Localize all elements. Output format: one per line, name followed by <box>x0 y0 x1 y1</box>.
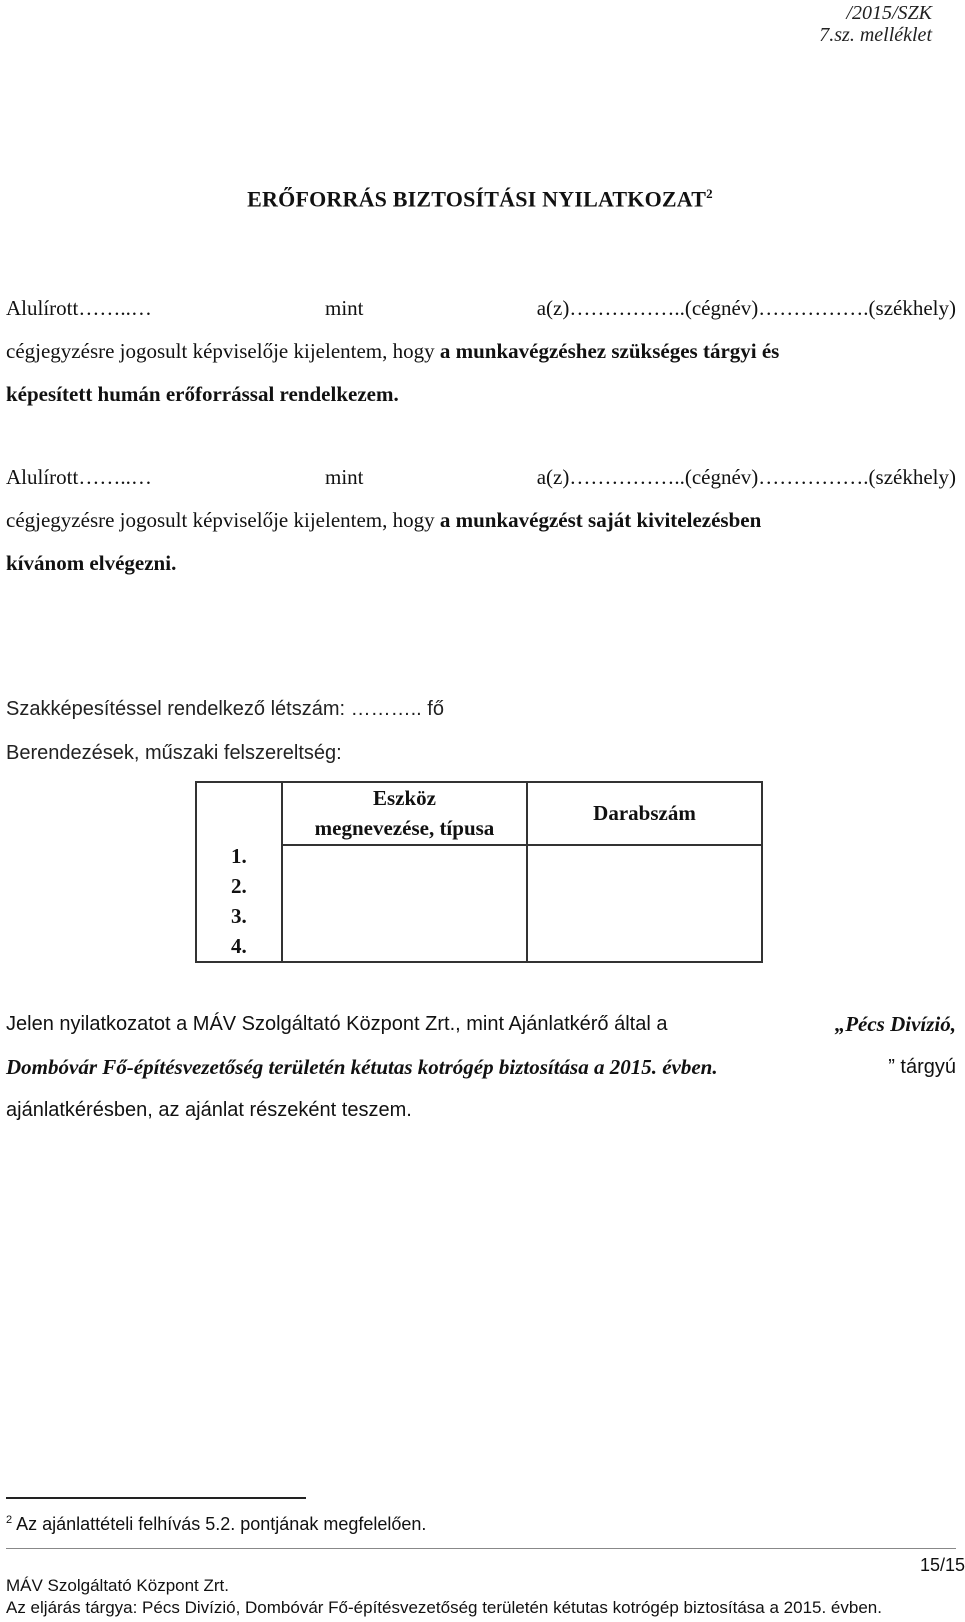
footnote-text: Az ajánlattételi felhívás 5.2. pontjának megfelelően. <box>12 1514 427 1534</box>
equipment-table <box>195 781 763 963</box>
equipment-name-cell[interactable] <box>282 845 527 962</box>
closing-line-1: Jelen nyilatkozatot a MÁV Szolgáltató Központ Zrt., mint Ajánlatkérő által a „Pécs Divízió, <box>6 1012 956 1036</box>
page-number: 15/15 <box>920 1555 965 1575</box>
declaration-text: cégjegyzésre jogosult képviselője kijelentem, hogy a munkavégzést saját kivitelezésben <box>6 508 762 532</box>
closing-line-3: ajánlatkérésben, az ajánlat részeként teszem. <box>6 1099 412 1121</box>
signer-field: Alulírott……..… <box>6 465 152 489</box>
footer-subject: Az eljárás tárgya: Pécs Divízió, Dombóvár Fő-építésvezetőség területén kétutas kotrógép biztosítása a 2015. évben. <box>6 1598 882 1617</box>
company-seat-field: a(z)……………..(cégnév)…………….(székhely) <box>536 296 956 320</box>
attachment-label: 7.sz. melléklet <box>819 24 932 46</box>
footnote <box>6 1514 426 1535</box>
footnote-mark: 2 <box>6 1514 13 1526</box>
closing-statement <box>6 1003 956 1132</box>
declaration-text: cégjegyzésre jogosult képviselője kijelentem, hogy a munkavégzéshez szükséges tárgyi és <box>6 339 780 363</box>
title-text: ERŐFORRÁS BIZTOSÍTÁSI NYILATKOZAT <box>247 186 707 212</box>
declaration-line-2 <box>6 330 956 373</box>
qualified-staff-count: Szakképesítéssel rendelkező létszám: ……….. fő <box>6 698 444 720</box>
document-reference: /2015/SZK <box>846 2 932 24</box>
declaration-own-execution <box>6 456 956 585</box>
footer-divider <box>6 1548 956 1549</box>
declaration-resources <box>6 287 956 416</box>
equipment-name-header: Eszköz megnevezése, típusa <box>282 782 527 845</box>
declaration-line-1 <box>6 456 956 499</box>
declaration-line-2 <box>6 499 956 542</box>
declaration-line-3: kívánom elvégezni. <box>6 551 177 575</box>
title-footnote-mark: 2 <box>706 186 713 201</box>
company-seat-field: a(z)……………..(cégnév)…………….(székhely) <box>536 465 956 489</box>
closing-line-2: Dombóvár Fő-építésvezetőség területén kétutas kotrógép biztosítása a 2015. évben. ” tárgyú <box>6 1055 956 1079</box>
row-number: 3. <box>231 904 247 928</box>
equipment-label: Berendezések, műszaki felszereltség: <box>6 742 342 764</box>
quantity-header: Darabszám <box>527 782 762 845</box>
declaration-line-3: képesített humán erőforrással rendelkezem. <box>6 382 399 406</box>
as-word: mint <box>325 465 364 489</box>
row-number: 1. <box>231 844 247 868</box>
quantity-cell[interactable] <box>527 845 762 962</box>
row-number: 2. <box>231 874 247 898</box>
row-number: 4. <box>231 934 247 958</box>
footnote-divider <box>6 1497 306 1499</box>
footer-company: MÁV Szolgáltató Központ Zrt. <box>6 1576 229 1595</box>
declaration-line-1 <box>6 287 956 330</box>
row-number-cell <box>196 782 282 962</box>
signer-field: Alulírott……..… <box>6 296 152 320</box>
as-word: mint <box>325 296 364 320</box>
page-title <box>0 186 960 212</box>
